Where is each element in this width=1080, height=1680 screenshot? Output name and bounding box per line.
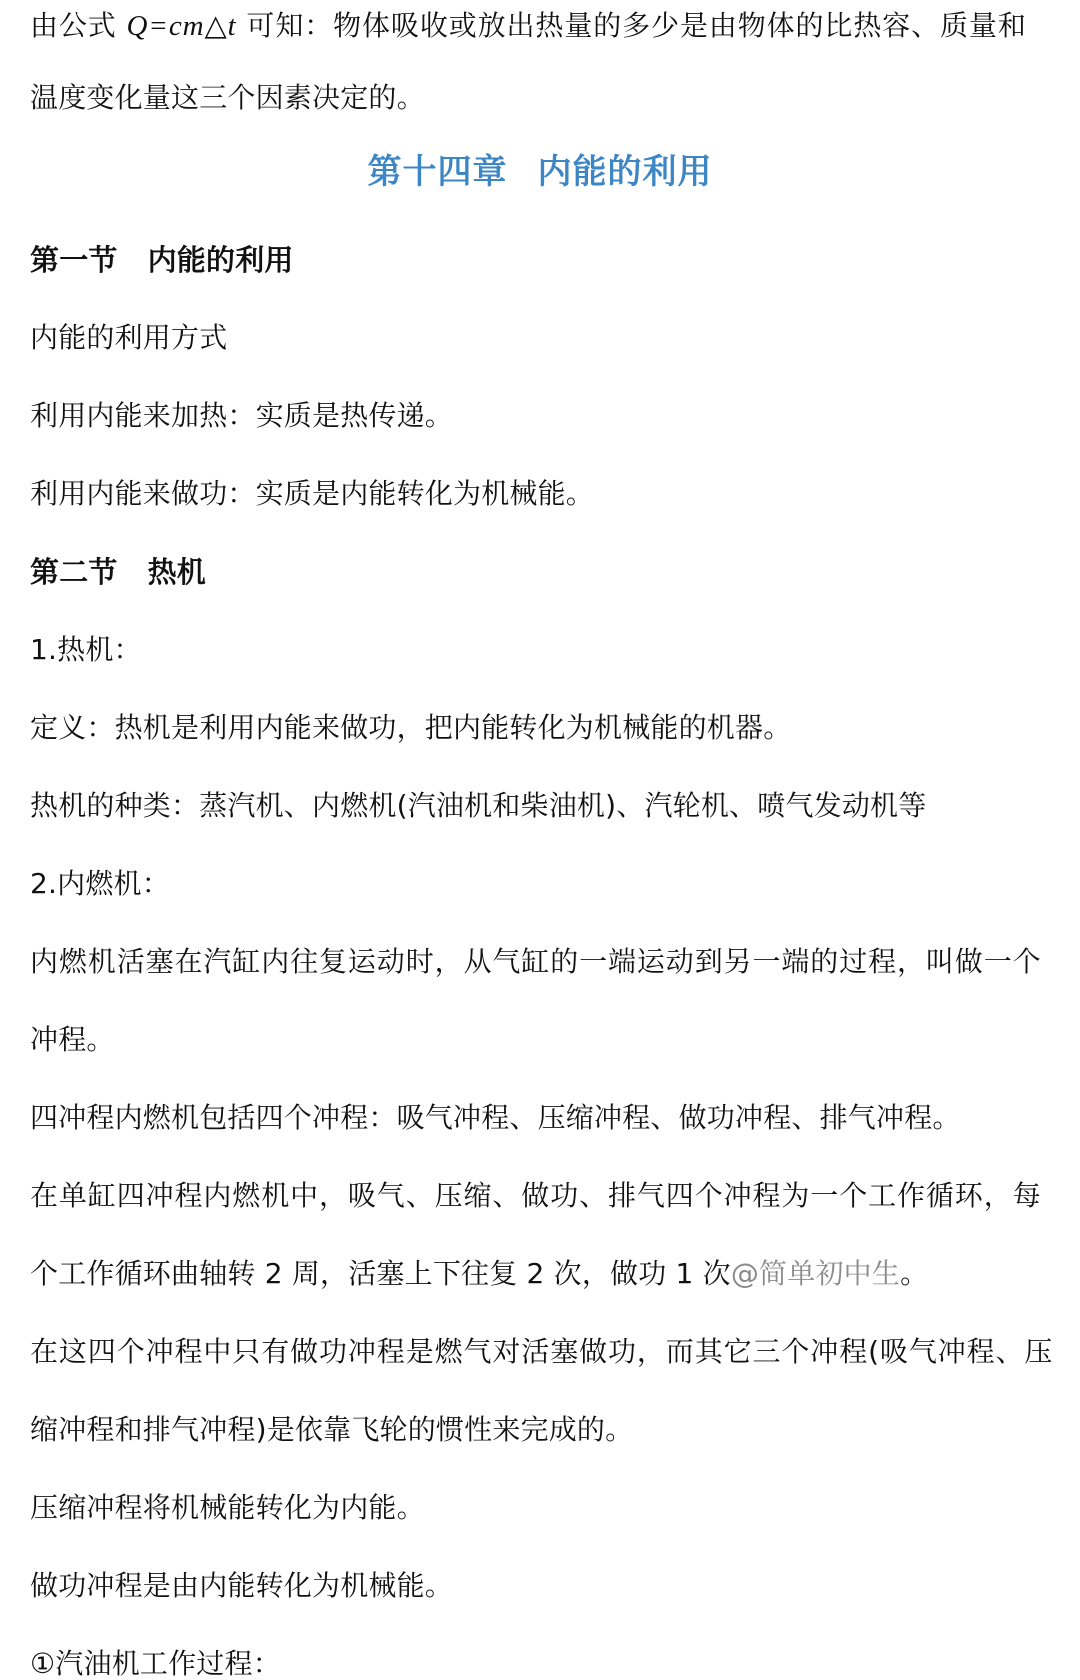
section-title: 内能的利用 bbox=[147, 243, 294, 277]
watermark-text: @简单初中生 bbox=[730, 1257, 901, 1290]
paragraph-line: 内燃机活塞在汽缸内往复运动时，从气缸的一端运动到另一端的过程，叫做一个 bbox=[30, 945, 1042, 978]
section-heading bbox=[30, 552, 1076, 592]
paragraph-line: 定义：热机是利用内能来做功，把内能转化为机械能的机器。 bbox=[30, 711, 792, 744]
paragraph-line: 做功冲程是由内能转化为机械能。 bbox=[30, 1569, 454, 1602]
chapter-title: 内能的利用 bbox=[537, 152, 713, 192]
paragraph-line: 在单缸四冲程内燃机中，吸气、压缩、做功、排气四个冲程为一个工作循环，每 bbox=[30, 1179, 1042, 1212]
sentence-end: 。 bbox=[900, 1257, 929, 1290]
formula-lead: 由公式 bbox=[30, 9, 117, 42]
heat-formula: Q=cm△t bbox=[126, 10, 237, 42]
chapter-number: 第十四章 bbox=[367, 152, 508, 192]
section-number: 第二节 bbox=[30, 555, 118, 589]
paragraph-line: 四冲程内燃机包括四个冲程：吸气冲程、压缩冲程、做功冲程、排气冲程。 bbox=[30, 1101, 961, 1134]
paragraph-line: 压缩冲程将机械能转化为内能。 bbox=[30, 1491, 425, 1524]
section-number: 第一节 bbox=[30, 243, 118, 277]
paragraph-line: 温度变化量这三个因素决定的。 bbox=[30, 81, 425, 114]
paragraph-line bbox=[30, 6, 1076, 46]
cycle-text: 个工作循环曲轴转 2 周，活塞上下往复 2 次，做功 1 次 bbox=[30, 1257, 731, 1290]
paragraph-line: 在这四个冲程中只有做功冲程是燃气对活塞做功，而其它三个冲程(吸气冲程、压 bbox=[30, 1335, 1054, 1368]
list-item-heading: ①汽油机工作过程： bbox=[30, 1647, 281, 1680]
chapter-heading bbox=[0, 152, 1080, 192]
section-title: 热机 bbox=[147, 555, 207, 589]
paragraph-line: 利用内能来做功：实质是内能转化为机械能。 bbox=[30, 477, 595, 510]
paragraph-line: 热机的种类：蒸汽机、内燃机(汽油机和柴油机)、汽轮机、喷气发动机等 bbox=[30, 789, 927, 822]
formula-tail: 可知：物体吸收或放出热量的多少是由物体的比热容、质量和 bbox=[246, 9, 1027, 42]
list-item-heading: 2.内燃机： bbox=[30, 867, 170, 900]
paragraph-line: 利用内能来加热：实质是热传递。 bbox=[30, 399, 454, 432]
paragraph-line bbox=[30, 1254, 1076, 1294]
paragraph-line: 冲程。 bbox=[30, 1023, 115, 1056]
paragraph-line: 内能的利用方式 bbox=[30, 321, 228, 354]
paragraph-line: 缩冲程和排气冲程)是依靠飞轮的惯性来完成的。 bbox=[30, 1413, 634, 1446]
section-heading bbox=[30, 240, 1076, 280]
list-item-heading: 1.热机： bbox=[30, 633, 142, 666]
